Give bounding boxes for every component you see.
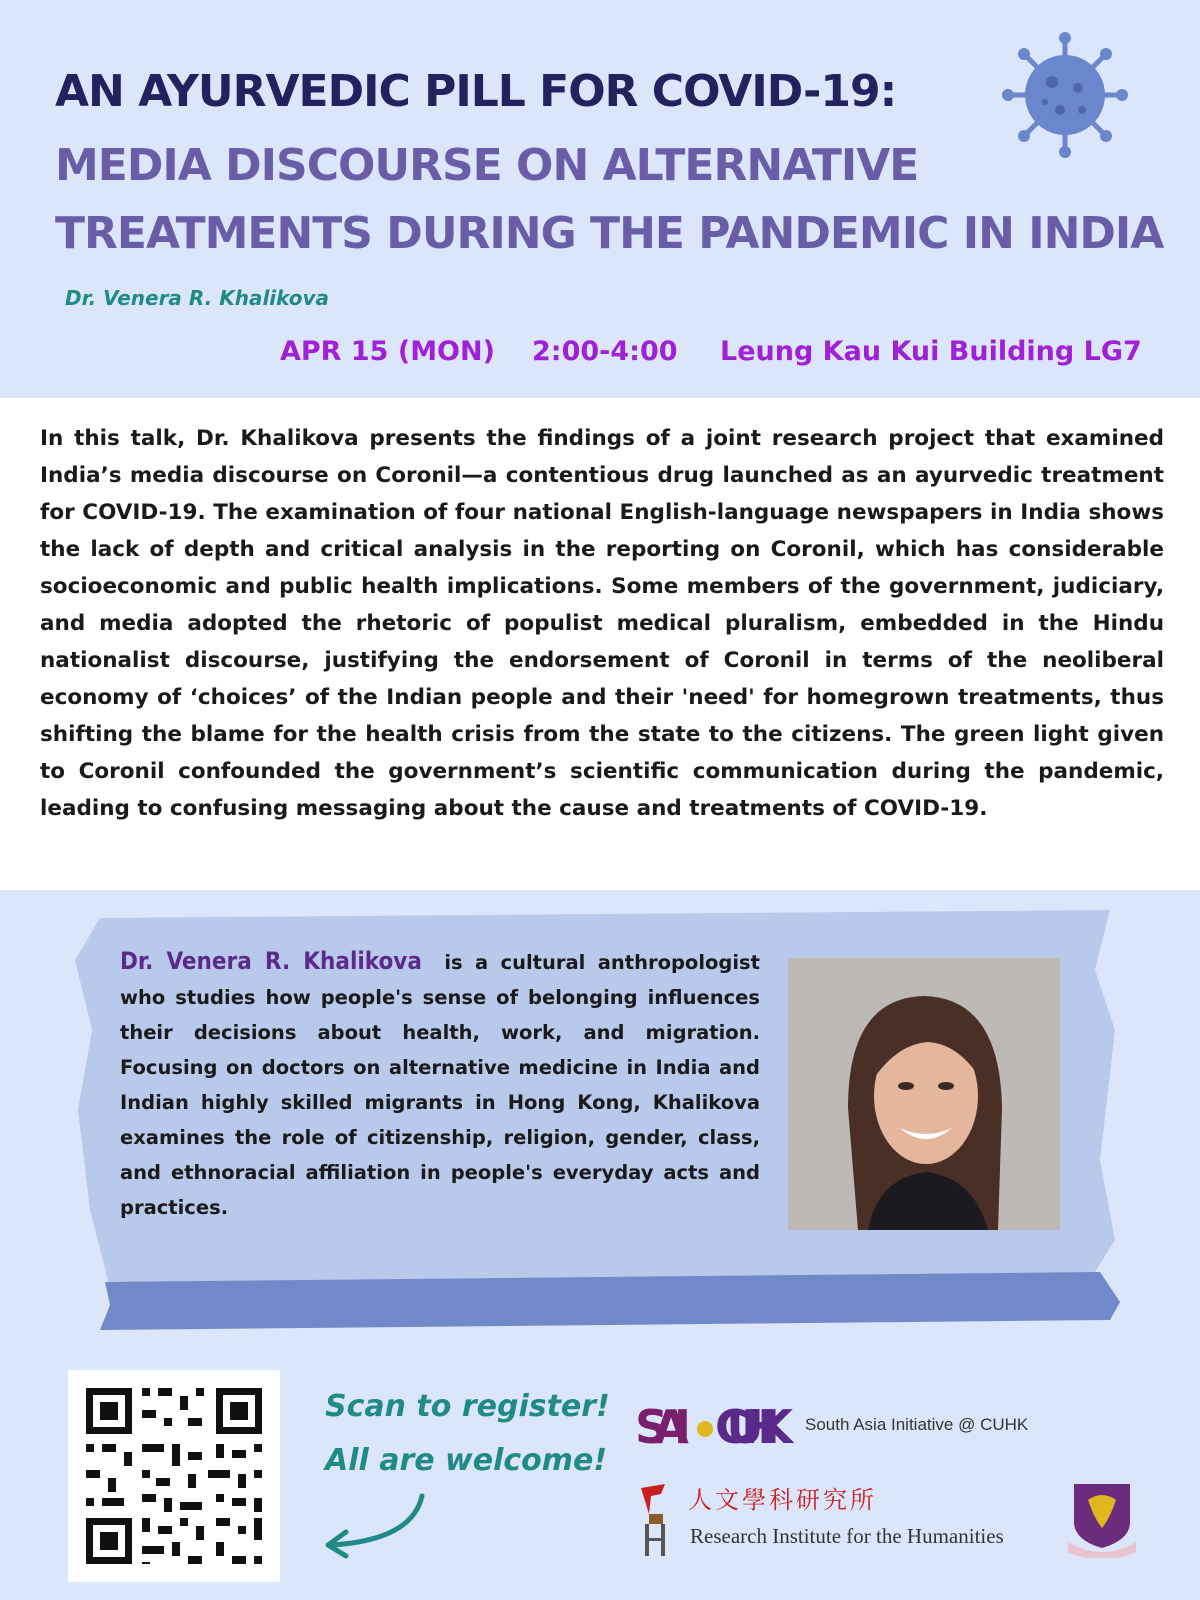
rih-logo-icon (635, 1480, 675, 1560)
bio-name: Dr. Venera R. Khalikova (120, 947, 422, 975)
qr-code-icon (68, 1370, 280, 1582)
header-section (0, 0, 1200, 398)
event-time: 2:00-4:00 (532, 336, 678, 367)
title-line-1: AN AYURVEDIC PILL FOR COVID-19: (55, 66, 897, 117)
scan-to-register-text: Scan to register! (325, 1389, 610, 1424)
title-line-2: MEDIA DISCOURSE ON ALTERNATIVE (55, 140, 919, 191)
title-line-3: TREATMENTS DURING THE PANDEMIC IN INDIA (55, 208, 1164, 259)
speaker-name: Dr. Venera R. Khalikova (65, 286, 330, 310)
registration-qr-code[interactable] (68, 1370, 280, 1582)
abstract-section (0, 398, 1200, 890)
svg-text:SAI: SAI (635, 1400, 691, 1454)
all-welcome-text: All are welcome! (325, 1443, 608, 1478)
register-callout (325, 1380, 610, 1488)
abstract-text: In this talk, Dr. Khalikova presents the findings of a joint research project that examined India’s media discourse on Coronil—a contentious drug launched as an ayurvedic treatment for COVID-19. The examination of four national English-language newspapers in India shows the lack of depth and critical analysis in the reporting on Coronil, which has considerable socioeconomic and public health implications. Some members of the government, judiciary, and media adopted the rhetoric of populist medical pluralism, embedded in the Hindu nationalist discourse, justifying the endorsement of Coronil in terms of the neoliberal economy of ‘choices’ of the Indian people and their 'need' for homegrown treatments, thus shifting the blame for the health crisis from the state to the citizens. The green light given to Coronil confounded the government’s scientific communication during the pandemic, leading to confusing messaging about the cause and treatments of COVID-19. (40, 426, 1164, 821)
event-venue: Leung Kau Kui Building LG7 (720, 336, 1142, 367)
sai-name: South Asia Initiative @ CUHK (805, 1415, 1029, 1434)
svg-text:CUHK: CUHK (715, 1400, 793, 1454)
sai-cuhk-logo (635, 1395, 795, 1455)
event-date: APR 15 (MON) (280, 336, 495, 367)
bio-paragraph (120, 944, 760, 1225)
speaker-photo (788, 958, 1060, 1230)
bio-text: is a cultural anthropologist who studies how people's sense of belonging influences their decisions about health, work, and migration. Focusing on doctors on alternative medicine in India and Indian highly skilled migrants in Hong Kong, Khalikova examines the role of citizenship, religion, gender, class, and ethnoracial affiliation in people's everyday acts and practices. (120, 951, 760, 1219)
rih-chinese-name: 人文學科研究所 (688, 1486, 877, 1514)
arrow-left-icon (312, 1490, 442, 1560)
cuhk-crest-icon (1066, 1478, 1138, 1558)
rih-english-name: Research Institute for the Humanities (690, 1524, 1004, 1548)
title-lines-2-3 (55, 132, 1163, 268)
